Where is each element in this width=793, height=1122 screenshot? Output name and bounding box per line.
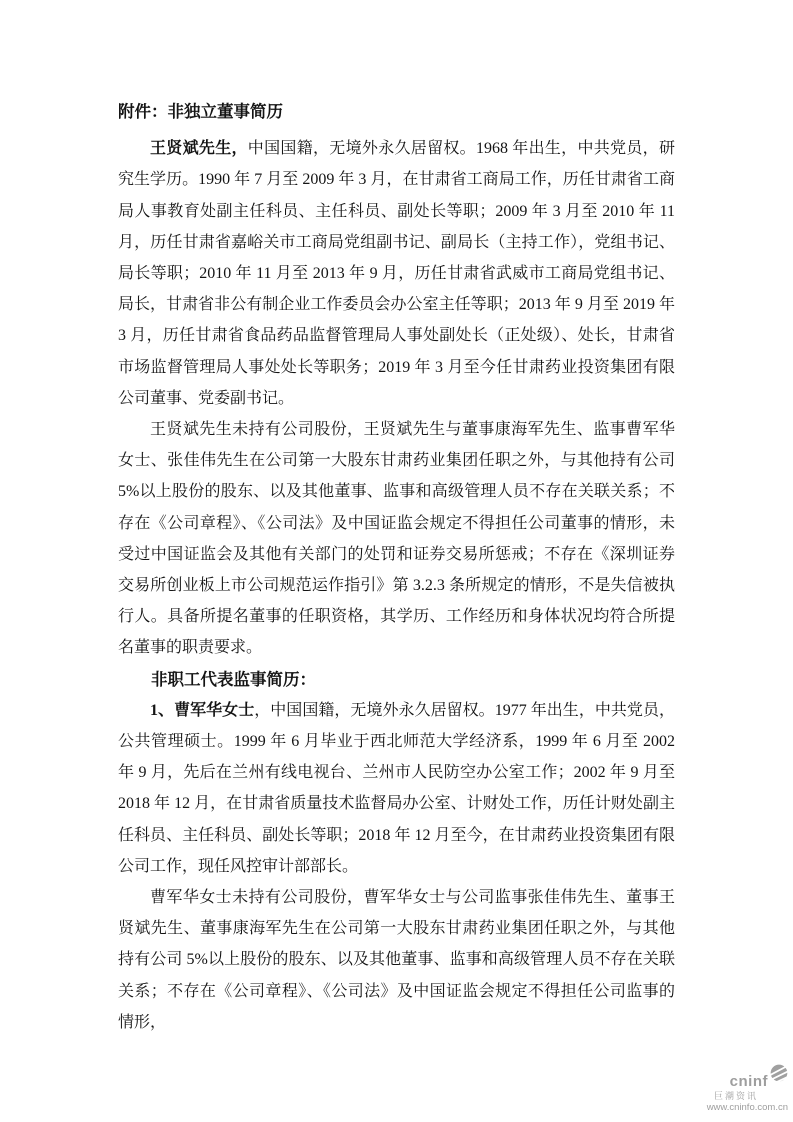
cninfo-watermark [699,1073,789,1114]
cninfo-logo-row [699,1073,789,1091]
paragraph-cao-bio [118,695,675,882]
paragraph-cao-disclosure: 曹军华女士未持有公司股份，曹军华女士与公司监事张佳伟先生、董事王贤斌先生、董事康海军先生在公司第一大股东甘肃药业集团任职之外，与其他持有公司 5%以上股份的股东、以及其他董事、监事和高级管理人员不存在关联关系；不存在《公司章程》、《公司法》及中国证监会规定不得担任公司监事的情形， [118,889,675,1031]
supervisor-section-heading: 非职工代表监事简历： [151,669,316,689]
cninfo-url: www.cninfo.com.cn [706,1102,788,1113]
cninfo-brand-text: cninf [729,1073,768,1090]
cninfo-swirl-icon [769,1063,789,1094]
attachment-heading: 附件：非独立董事简历 [118,102,283,121]
cninfo-chinese-name: 巨潮资讯 [713,1091,758,1101]
paragraph-wang-disclosure: 王贤斌先生未持有公司股份，王贤斌先生与董事康海军先生、监事曹军华女士、张佳伟先生在公司第一大股东甘肃药业集团任职之外，与其他持有公司 5%以上股份的股东、以及其他董事、监事和高级管理人员不存在关联关系；不存在《公司章程》、《公司法》及中国证监会规定不得担任公司董事的情形，未受过中国证监会及其他有关部门的处罚和证券交易所惩戒；不存在《深圳证券交易所创业板上市公司规范运作指引》第 3.2.3 条所规定的情形，不是失信被执行人。具备所提名董事的任职资格，其学历、工作经历和身体状况均符合所提名董事的职责要求。 [118,421,675,657]
wang-bio-text: 中国国籍，无境外永久居留权。1968 年出生，中共党员，研究生学历。1990 年 7 月至 2009 年 3 月，在甘肃省工商局工作，历任甘肃省工商局人事教育处副主任科员、主任科员、副处长等职；2009 年 3 月至 2010 年 11 月，历任甘肃省嘉峪关市工商局党组副书记、副局长（主持工作），党组书记、局长等职；2010 年 11 月至 2013 年 9 月，历任甘肃省武威市工商局党组书记、局长，甘肃省非公有制企业工作委员会办公室主任等职；2013 年 9 月至 2019 年 3 月，历任甘肃省食品药品监督管理局人事处副处长（正处级）、处长，甘肃省市场监督管理局人事处处长等职务；2019 年 3 月至今任甘肃药业投资集团有限公司董事、党委副书记。 [118,140,675,407]
paragraph-wang-bio [118,133,675,414]
cao-bio-text: ，中国国籍，无境外永久居留权。1977 年出生，中共党员，公共管理硕士。1999 年 6 月毕业于西北师范大学经济系，1999 年 6 月至 2002 年 9 月，先后在兰州有线电视台、兰州市人民防空办公室工作；2002 年 9 月至 2018 年 12 月，在甘肃省质量技术监督局办公室、计财处工作，历任计财处副主任科员、主任科员、副处长等职；2018 年 12 月至今，在甘肃药业投资集团有限公司工作，现任风控审计部部长。 [118,701,675,875]
cao-name-lead: 1、曹军华女士 [150,701,255,719]
wang-name-lead: 王贤斌先生， [150,140,248,158]
